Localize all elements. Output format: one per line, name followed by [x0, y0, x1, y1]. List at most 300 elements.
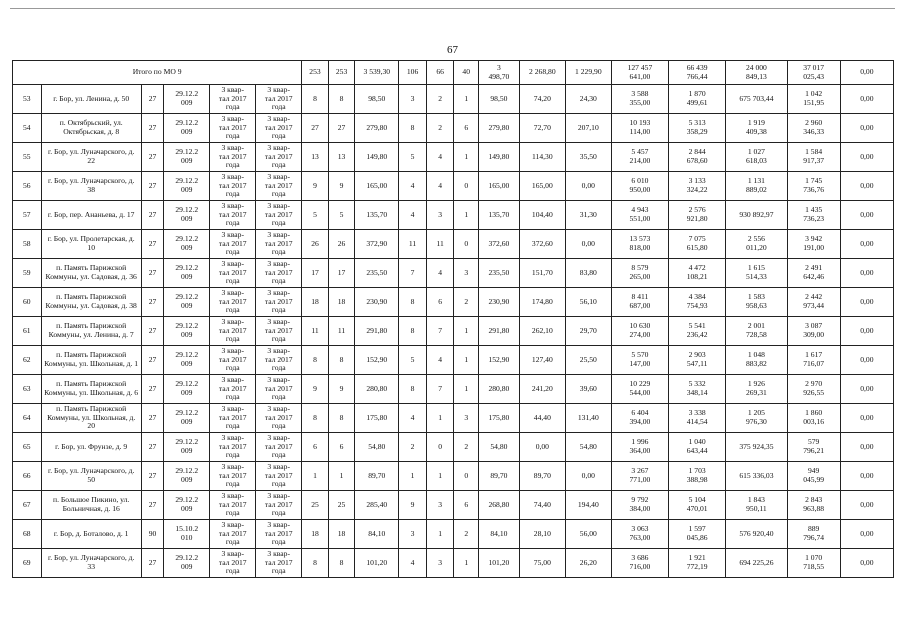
date-cell: 29.12.2 009 [164, 404, 210, 433]
table-row [13, 201, 894, 230]
sum-cell: 3 686 716,00 [611, 549, 668, 578]
table-row [13, 549, 894, 578]
row-number: 65 [13, 433, 42, 462]
people-cell: 3 [426, 491, 454, 520]
date-cell: 29.12.2 009 [164, 85, 210, 114]
people-cell: 9 [399, 491, 427, 520]
sum-cell: 0,00 [840, 346, 893, 375]
people-cell: 6 [454, 491, 479, 520]
sum-cell: 1 583 958,63 [726, 288, 787, 317]
sum-cell: 0,00 [840, 491, 893, 520]
quarter-cell: 3 квар- тал 2017 года [256, 143, 302, 172]
count-cell: 27 [141, 85, 163, 114]
total-cell: 3 539,30 [355, 61, 399, 85]
address-cell: г. Бор, ул. Луначарского, д. 38 [41, 172, 141, 201]
sum-cell: 889 796,74 [787, 520, 840, 549]
row-number: 56 [13, 172, 42, 201]
sum-cell: 5 313 358,29 [669, 114, 726, 143]
row-number: 66 [13, 462, 42, 491]
count-cell: 90 [141, 520, 163, 549]
area-cell: 54,80 [565, 433, 611, 462]
sum-cell: 2 903 547,11 [669, 346, 726, 375]
quarter-cell: 3 квар- тал 2017 года [256, 85, 302, 114]
page-top-rule [10, 8, 895, 9]
people-cell: 4 [399, 404, 427, 433]
area-cell: 101,20 [355, 549, 399, 578]
sum-cell: 5 570 147,00 [611, 346, 668, 375]
area-cell: 98,50 [355, 85, 399, 114]
sum-cell: 4 943 551,00 [611, 201, 668, 230]
sum-cell: 694 225,26 [726, 549, 787, 578]
sum-cell: 2 001 728,58 [726, 317, 787, 346]
quarter-cell: 3 квар- тал 2017 года [256, 346, 302, 375]
total-cell: 66 [426, 61, 454, 85]
sum-cell: 0,00 [840, 201, 893, 230]
sum-cell: 0,00 [840, 462, 893, 491]
people-cell: 0 [426, 433, 454, 462]
value-cell: 9 [328, 375, 355, 404]
total-cell: 1 229,90 [565, 61, 611, 85]
area-cell: 72,70 [519, 114, 565, 143]
sum-cell: 3 133 324,22 [669, 172, 726, 201]
area-cell: 84,10 [355, 520, 399, 549]
area-cell: 149,80 [355, 143, 399, 172]
quarter-cell: 3 квар- тал 2017 года [256, 520, 302, 549]
quarter-cell: 3 квар- тал 2017 года [210, 143, 256, 172]
area-cell: 83,80 [565, 259, 611, 288]
quarter-cell: 3 квар- тал 2017 года [210, 491, 256, 520]
area-cell: 75,00 [519, 549, 565, 578]
value-cell: 1 [328, 462, 355, 491]
quarter-cell: 3 квар- тал 2017 года [210, 462, 256, 491]
area-cell: 175,80 [478, 404, 519, 433]
date-cell: 15.10.2 010 [164, 520, 210, 549]
date-cell: 29.12.2 009 [164, 491, 210, 520]
count-cell: 27 [141, 201, 163, 230]
people-cell: 1 [454, 143, 479, 172]
table-row [13, 172, 894, 201]
count-cell: 27 [141, 172, 163, 201]
area-cell: 89,70 [519, 462, 565, 491]
date-cell: 29.12.2 009 [164, 346, 210, 375]
sum-cell: 615 336,03 [726, 462, 787, 491]
quarter-cell: 3 квар- тал 2017 года [256, 462, 302, 491]
count-cell: 27 [141, 317, 163, 346]
date-cell: 29.12.2 009 [164, 375, 210, 404]
total-cell: 66 439 766,44 [669, 61, 726, 85]
area-cell: 262,10 [519, 317, 565, 346]
quarter-cell: 3 квар- тал 2017 года [256, 375, 302, 404]
sum-cell: 1 745 736,76 [787, 172, 840, 201]
people-cell: 4 [426, 346, 454, 375]
value-cell: 27 [328, 114, 355, 143]
people-cell: 7 [399, 259, 427, 288]
area-cell: 235,50 [478, 259, 519, 288]
address-cell: г. Бор, д. Боталово, д. 1 [41, 520, 141, 549]
area-cell: 101,20 [478, 549, 519, 578]
area-cell: 291,80 [478, 317, 519, 346]
sum-cell: 949 045,99 [787, 462, 840, 491]
area-cell: 194,40 [565, 491, 611, 520]
address-cell: п. Память Парижской Коммуны, ул. Школьная, д. 6 [41, 375, 141, 404]
people-cell: 2 [399, 433, 427, 462]
quarter-cell: 3 квар- тал 2017 года [256, 172, 302, 201]
area-cell: 135,70 [478, 201, 519, 230]
people-cell: 11 [426, 230, 454, 259]
date-cell: 29.12.2 009 [164, 549, 210, 578]
people-cell: 1 [426, 404, 454, 433]
area-cell: 268,80 [478, 491, 519, 520]
sum-cell: 2 843 963,88 [787, 491, 840, 520]
sum-cell: 1 027 618,03 [726, 143, 787, 172]
quarter-cell: 3 квар- тал 2017 года [210, 201, 256, 230]
value-cell: 11 [328, 317, 355, 346]
quarter-cell: 3 квар- тал 2017 года [210, 259, 256, 288]
sum-cell: 0,00 [840, 85, 893, 114]
value-cell: 11 [302, 317, 329, 346]
area-cell: 0,00 [519, 433, 565, 462]
sum-cell: 1 870 499,61 [669, 85, 726, 114]
area-cell: 24,30 [565, 85, 611, 114]
row-number: 53 [13, 85, 42, 114]
area-cell: 29,70 [565, 317, 611, 346]
area-cell: 152,90 [478, 346, 519, 375]
sum-cell: 1 042 151,95 [787, 85, 840, 114]
count-cell: 27 [141, 288, 163, 317]
people-cell: 1 [454, 85, 479, 114]
people-cell: 7 [426, 375, 454, 404]
value-cell: 13 [302, 143, 329, 172]
area-cell: 0,00 [565, 230, 611, 259]
value-cell: 27 [302, 114, 329, 143]
area-cell: 280,80 [478, 375, 519, 404]
address-cell: п. Память Парижской Коммуны, ул. Школьная, д. 1 [41, 346, 141, 375]
sum-cell: 2 960 346,33 [787, 114, 840, 143]
sum-cell: 10 630 274,00 [611, 317, 668, 346]
address-cell: г. Бор, пер. Ананьева, д. 17 [41, 201, 141, 230]
quarter-cell: 3 квар- тал 2017 года [256, 317, 302, 346]
people-cell: 3 [454, 259, 479, 288]
row-number: 55 [13, 143, 42, 172]
value-cell: 17 [328, 259, 355, 288]
area-cell: 131,40 [565, 404, 611, 433]
total-label: Итого по МО 9 [13, 61, 302, 85]
sum-cell: 1 926 269,31 [726, 375, 787, 404]
area-cell: 25,50 [565, 346, 611, 375]
area-cell: 175,80 [355, 404, 399, 433]
people-cell: 3 [399, 520, 427, 549]
value-cell: 8 [302, 549, 329, 578]
address-cell: г. Бор, ул. Ленина, д. 50 [41, 85, 141, 114]
area-cell: 74,40 [519, 491, 565, 520]
area-cell: 291,80 [355, 317, 399, 346]
value-cell: 8 [328, 404, 355, 433]
area-cell: 89,70 [355, 462, 399, 491]
area-cell: 372,60 [478, 230, 519, 259]
count-cell: 27 [141, 404, 163, 433]
value-cell: 8 [302, 404, 329, 433]
sum-cell: 3 087 309,00 [787, 317, 840, 346]
sum-cell: 375 924,35 [726, 433, 787, 462]
people-cell: 1 [454, 375, 479, 404]
table-row [13, 375, 894, 404]
sum-cell: 0,00 [840, 520, 893, 549]
table-row [13, 520, 894, 549]
sum-cell: 1 205 976,30 [726, 404, 787, 433]
page-number: 67 [447, 44, 458, 56]
sum-cell: 0,00 [840, 317, 893, 346]
table-row [13, 85, 894, 114]
sum-cell: 9 792 384,00 [611, 491, 668, 520]
value-cell: 5 [302, 201, 329, 230]
sum-cell: 1 435 736,23 [787, 201, 840, 230]
people-cell: 1 [454, 317, 479, 346]
area-cell: 98,50 [478, 85, 519, 114]
area-cell: 31,30 [565, 201, 611, 230]
sum-cell: 2 491 642,46 [787, 259, 840, 288]
date-cell: 29.12.2 009 [164, 143, 210, 172]
count-cell: 27 [141, 549, 163, 578]
sum-cell: 1 919 409,38 [726, 114, 787, 143]
total-row [13, 61, 894, 85]
area-cell: 152,90 [355, 346, 399, 375]
sum-cell: 1 584 917,37 [787, 143, 840, 172]
people-cell: 4 [426, 143, 454, 172]
quarter-cell: 3 квар- тал 2017 года [256, 404, 302, 433]
table-row [13, 462, 894, 491]
quarter-cell: 3 квар- тал 2017 года [210, 317, 256, 346]
sum-cell: 579 796,21 [787, 433, 840, 462]
sum-cell: 13 573 818,00 [611, 230, 668, 259]
table-row [13, 317, 894, 346]
value-cell: 6 [302, 433, 329, 462]
quarter-cell: 3 квар- тал 2017 года [256, 230, 302, 259]
sum-cell: 3 588 355,00 [611, 85, 668, 114]
sum-cell: 10 229 544,00 [611, 375, 668, 404]
quarter-cell: 3 квар- тал 2017 года [256, 201, 302, 230]
row-number: 67 [13, 491, 42, 520]
people-cell: 0 [454, 172, 479, 201]
sum-cell: 5 332 348,14 [669, 375, 726, 404]
area-cell: 35,50 [565, 143, 611, 172]
area-cell: 84,10 [478, 520, 519, 549]
total-cell: 253 [328, 61, 355, 85]
table-row [13, 491, 894, 520]
quarter-cell: 3 квар- тал 2017 года [256, 114, 302, 143]
quarter-cell: 3 квар- тал 2017 года [210, 288, 256, 317]
quarter-cell: 3 квар- тал 2017 года [210, 433, 256, 462]
people-cell: 4 [399, 549, 427, 578]
sum-cell: 1 615 514,33 [726, 259, 787, 288]
quarter-cell: 3 квар- тал 2017 года [210, 549, 256, 578]
date-cell: 29.12.2 009 [164, 201, 210, 230]
area-cell: 56,00 [565, 520, 611, 549]
sum-cell: 3 942 191,00 [787, 230, 840, 259]
sum-cell: 4 472 108,21 [669, 259, 726, 288]
people-cell: 5 [399, 143, 427, 172]
area-cell: 114,30 [519, 143, 565, 172]
sum-cell: 930 892,97 [726, 201, 787, 230]
sum-cell: 2 556 011,20 [726, 230, 787, 259]
count-cell: 27 [141, 346, 163, 375]
sum-cell: 2 576 921,80 [669, 201, 726, 230]
people-cell: 8 [399, 114, 427, 143]
value-cell: 8 [328, 549, 355, 578]
address-cell: г. Бор, ул. Фрунзе, д. 9 [41, 433, 141, 462]
people-cell: 4 [399, 172, 427, 201]
sum-cell: 1 617 716,07 [787, 346, 840, 375]
people-cell: 8 [399, 375, 427, 404]
value-cell: 6 [328, 433, 355, 462]
people-cell: 2 [454, 433, 479, 462]
people-cell: 8 [399, 288, 427, 317]
sum-cell: 3 063 763,00 [611, 520, 668, 549]
sum-cell: 1 070 718,55 [787, 549, 840, 578]
value-cell: 8 [328, 85, 355, 114]
sum-cell: 6 404 394,00 [611, 404, 668, 433]
people-cell: 0 [454, 462, 479, 491]
date-cell: 29.12.2 009 [164, 317, 210, 346]
sum-cell: 5 104 470,01 [669, 491, 726, 520]
sum-cell: 5 541 236,42 [669, 317, 726, 346]
table-row [13, 346, 894, 375]
area-cell: 230,90 [355, 288, 399, 317]
quarter-cell: 3 квар- тал 2017 года [256, 259, 302, 288]
date-cell: 29.12.2 009 [164, 433, 210, 462]
sum-cell: 0,00 [840, 549, 893, 578]
area-cell: 56,10 [565, 288, 611, 317]
sum-cell: 675 703,44 [726, 85, 787, 114]
people-cell: 2 [454, 288, 479, 317]
people-cell: 6 [426, 288, 454, 317]
people-cell: 11 [399, 230, 427, 259]
value-cell: 9 [302, 172, 329, 201]
people-cell: 1 [454, 346, 479, 375]
sum-cell: 2 970 926,55 [787, 375, 840, 404]
sum-cell: 4 384 754,93 [669, 288, 726, 317]
address-cell: г. Бор, ул. Пролетарская, д. 10 [41, 230, 141, 259]
area-cell: 279,80 [478, 114, 519, 143]
row-number: 58 [13, 230, 42, 259]
count-cell: 27 [141, 491, 163, 520]
count-cell: 27 [141, 462, 163, 491]
area-cell: 235,50 [355, 259, 399, 288]
quarter-cell: 3 квар- тал 2017 года [210, 114, 256, 143]
table-row [13, 230, 894, 259]
address-cell: г. Бор, ул. Луначарского, д. 50 [41, 462, 141, 491]
table-row [13, 114, 894, 143]
row-number: 54 [13, 114, 42, 143]
sum-cell: 7 075 615,80 [669, 230, 726, 259]
area-cell: 280,80 [355, 375, 399, 404]
value-cell: 9 [328, 172, 355, 201]
area-cell: 174,80 [519, 288, 565, 317]
sum-cell: 5 457 214,00 [611, 143, 668, 172]
people-cell: 4 [426, 172, 454, 201]
table-row [13, 143, 894, 172]
quarter-cell: 3 квар- тал 2017 года [256, 549, 302, 578]
total-cell: 3 498,70 [478, 61, 519, 85]
address-cell: п. Память Парижской Коммуны, ул. Ленина, д. 7 [41, 317, 141, 346]
quarter-cell: 3 квар- тал 2017 года [210, 404, 256, 433]
count-cell: 27 [141, 433, 163, 462]
value-cell: 18 [328, 288, 355, 317]
value-cell: 8 [302, 85, 329, 114]
resettlement-table [12, 60, 894, 578]
area-cell: 89,70 [478, 462, 519, 491]
quarter-cell: 3 квар- тал 2017 года [210, 85, 256, 114]
row-number: 62 [13, 346, 42, 375]
sum-cell: 0,00 [840, 288, 893, 317]
date-cell: 29.12.2 009 [164, 114, 210, 143]
area-cell: 207,10 [565, 114, 611, 143]
date-cell: 29.12.2 009 [164, 259, 210, 288]
people-cell: 8 [399, 317, 427, 346]
quarter-cell: 3 квар- тал 2017 года [256, 491, 302, 520]
people-cell: 1 [454, 201, 479, 230]
quarter-cell: 3 квар- тал 2017 года [210, 375, 256, 404]
sum-cell: 8 579 265,00 [611, 259, 668, 288]
sum-cell: 0,00 [840, 259, 893, 288]
sum-cell: 0,00 [840, 143, 893, 172]
sum-cell: 2 844 678,60 [669, 143, 726, 172]
count-cell: 27 [141, 230, 163, 259]
table-row [13, 288, 894, 317]
value-cell: 13 [328, 143, 355, 172]
value-cell: 26 [302, 230, 329, 259]
quarter-cell: 3 квар- тал 2017 года [210, 230, 256, 259]
sum-cell: 8 411 687,00 [611, 288, 668, 317]
row-number: 69 [13, 549, 42, 578]
sum-cell: 0,00 [840, 114, 893, 143]
area-cell: 28,10 [519, 520, 565, 549]
sum-cell: 10 193 114,00 [611, 114, 668, 143]
date-cell: 29.12.2 009 [164, 172, 210, 201]
address-cell: п. Память Парижской Коммуны, ул. Садовая, д. 38 [41, 288, 141, 317]
area-cell: 54,80 [355, 433, 399, 462]
area-cell: 0,00 [565, 462, 611, 491]
total-cell: 0,00 [840, 61, 893, 85]
people-cell: 7 [426, 317, 454, 346]
sum-cell: 1 703 388,98 [669, 462, 726, 491]
people-cell: 2 [454, 520, 479, 549]
value-cell: 25 [328, 491, 355, 520]
area-cell: 165,00 [355, 172, 399, 201]
total-cell: 253 [302, 61, 329, 85]
area-cell: 54,80 [478, 433, 519, 462]
row-number: 63 [13, 375, 42, 404]
area-cell: 165,00 [478, 172, 519, 201]
sum-cell: 1 040 643,44 [669, 433, 726, 462]
sum-cell: 1 131 889,02 [726, 172, 787, 201]
row-number: 61 [13, 317, 42, 346]
area-cell: 127,40 [519, 346, 565, 375]
people-cell: 2 [426, 85, 454, 114]
people-cell: 4 [426, 259, 454, 288]
sum-cell: 1 843 950,11 [726, 491, 787, 520]
address-cell: г. Бор, ул. Луначарского, д. 22 [41, 143, 141, 172]
address-cell: п. Октябрьский, ул. Октябрьская, д. 8 [41, 114, 141, 143]
date-cell: 29.12.2 009 [164, 288, 210, 317]
total-cell: 106 [399, 61, 427, 85]
area-cell: 279,80 [355, 114, 399, 143]
row-number: 59 [13, 259, 42, 288]
quarter-cell: 3 квар- тал 2017 года [210, 172, 256, 201]
quarter-cell: 3 квар- тал 2017 года [210, 520, 256, 549]
area-cell: 285,40 [355, 491, 399, 520]
date-cell: 29.12.2 009 [164, 462, 210, 491]
count-cell: 27 [141, 143, 163, 172]
